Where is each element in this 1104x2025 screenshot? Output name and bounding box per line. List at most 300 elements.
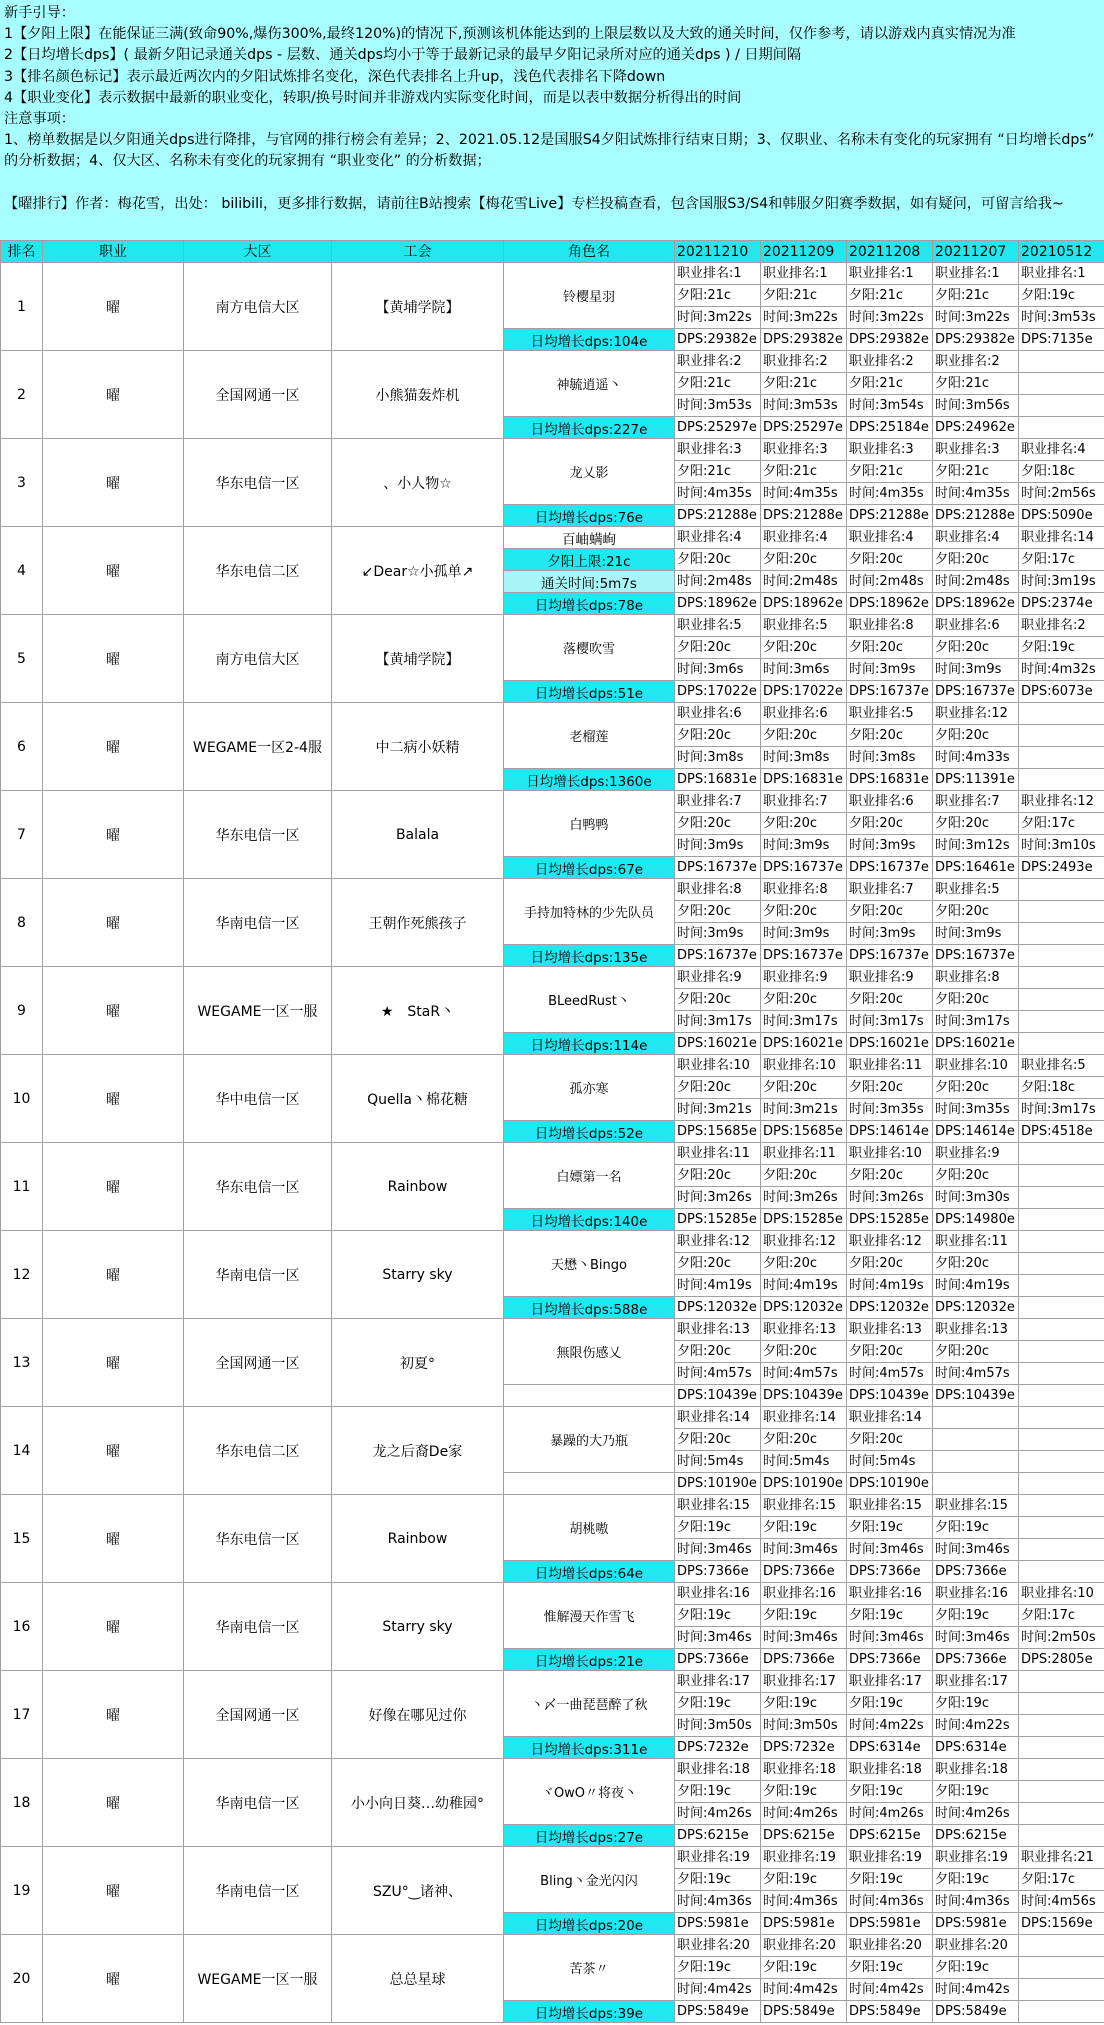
- rank-cell: 17: [1, 1671, 43, 1759]
- intro-panel: [0, 0, 1104, 240]
- date-cell: DPS:16831e: [847, 769, 933, 791]
- date-cell: 职业排名:3: [933, 439, 1019, 461]
- region-cell: WEGAME一区一服: [184, 1935, 332, 2023]
- table-row: [1, 527, 1104, 549]
- date-cell: 职业排名:5: [675, 615, 761, 637]
- job-cell: 曜: [43, 1407, 184, 1495]
- daily-dps-growth: [504, 1473, 675, 1495]
- date-cell: DPS:6215e: [847, 1825, 933, 1847]
- date-cell: 时间:3m54s: [847, 395, 933, 417]
- date-cell: 时间:4m36s: [847, 1891, 933, 1913]
- date-cell: 职业排名:11: [761, 1143, 847, 1165]
- character-name: 铃樱星羽: [504, 263, 675, 329]
- date-cell: [1019, 417, 1104, 439]
- date-cell: DPS:16737e: [761, 857, 847, 879]
- daily-dps-growth: 日均增长dps:52e: [504, 1121, 675, 1143]
- guild-cell: SZU°‿诸神、: [332, 1847, 504, 1935]
- guild-cell: 总总星球: [332, 1935, 504, 2023]
- date-cell: 时间:3m46s: [933, 1627, 1019, 1649]
- region-cell: 华南电信一区: [184, 1847, 332, 1935]
- table-row: [1, 703, 1104, 725]
- job-cell: 曜: [43, 1847, 184, 1935]
- date-cell: 夕阳:19c: [675, 1693, 761, 1715]
- date-cell: [1019, 1451, 1104, 1473]
- date-cell: 职业排名:7: [675, 791, 761, 813]
- date-cell: 夕阳:19c: [675, 1517, 761, 1539]
- date-cell: 职业排名:1: [675, 263, 761, 285]
- date-cell: DPS:21288e: [761, 505, 847, 527]
- blank-line: [4, 173, 1100, 194]
- header-row: [1, 241, 1104, 263]
- date-cell: DPS:12032e: [761, 1297, 847, 1319]
- date-cell: 职业排名:2: [847, 351, 933, 373]
- date-cell: 夕阳:20c: [933, 813, 1019, 835]
- date-cell: DPS:6215e: [933, 1825, 1019, 1847]
- date-cell: 时间:2m56s: [1019, 483, 1104, 505]
- date-cell: 时间:3m56s: [933, 395, 1019, 417]
- date-cell: [1019, 1231, 1104, 1253]
- daily-dps-growth: 日均增长dps:135e: [504, 945, 675, 967]
- region-cell: 华东电信二区: [184, 527, 332, 615]
- rank-cell: 1: [1, 263, 43, 351]
- date-cell: 时间:3m22s: [933, 307, 1019, 329]
- date-cell: 夕阳:20c: [675, 901, 761, 923]
- region-cell: 南方电信大区: [184, 615, 332, 703]
- intro-line-2: 2【日均增长dps】( 最新夕阳记录通关dps - 层数、通关dps均小于等于最新记录的最早夕阳记录所对应的通关dps ) / 日期间隔: [4, 47, 802, 64]
- date-cell: 职业排名:19: [847, 1847, 933, 1869]
- date-cell: 时间:4m56s: [1019, 1891, 1104, 1913]
- date-cell: 夕阳:19c: [847, 1605, 933, 1627]
- date-cell: 职业排名:16: [847, 1583, 933, 1605]
- date-cell: DPS:10190e: [761, 1473, 847, 1495]
- job-cell: 曜: [43, 351, 184, 439]
- date-cell: 夕阳:21c: [761, 285, 847, 307]
- date-cell: DPS:5981e: [675, 1913, 761, 1935]
- date-cell: 时间:4m42s: [933, 1979, 1019, 2001]
- date-cell: 时间:3m53s: [761, 395, 847, 417]
- date-cell: DPS:16737e: [847, 945, 933, 967]
- date-cell: 时间:5m4s: [847, 1451, 933, 1473]
- header-date: 20211210: [675, 241, 761, 263]
- character-name: 惟解漫天作雪飞: [504, 1583, 675, 1649]
- date-cell: 职业排名:18: [933, 1759, 1019, 1781]
- date-cell: DPS:15685e: [761, 1121, 847, 1143]
- date-cell: DPS:7366e: [761, 1561, 847, 1583]
- daily-dps-growth: 日均增长dps:227e: [504, 417, 675, 439]
- date-cell: 职业排名:16: [761, 1583, 847, 1605]
- date-cell: 夕阳:20c: [933, 1165, 1019, 1187]
- date-cell: 时间:5m4s: [761, 1451, 847, 1473]
- rank-cell: 14: [1, 1407, 43, 1495]
- date-cell: 夕阳:17c: [1019, 1869, 1104, 1891]
- rank-cell: 12: [1, 1231, 43, 1319]
- date-cell: 时间:2m48s: [933, 571, 1019, 593]
- date-cell: 职业排名:12: [847, 1231, 933, 1253]
- job-cell: 曜: [43, 967, 184, 1055]
- author-text: 【曜排行】作者：梅花雪，出处： bilibili，更多排行数据，请前往B站搜索【梅花雪Live】专栏投稿查看，包含国服S3/S4和韩服夕阳赛季数据，如有疑问，可留言给我~: [4, 195, 1064, 212]
- date-cell: 职业排名:12: [675, 1231, 761, 1253]
- date-cell: DPS:5849e: [761, 2001, 847, 2023]
- date-cell: [1019, 1385, 1104, 1407]
- date-cell: DPS:5981e: [847, 1913, 933, 1935]
- date-cell: 时间:4m57s: [761, 1363, 847, 1385]
- date-cell: 夕阳:20c: [847, 1253, 933, 1275]
- date-cell: DPS:7366e: [847, 1561, 933, 1583]
- date-cell: 夕阳:19c: [933, 1693, 1019, 1715]
- date-cell: 夕阳:21c: [675, 373, 761, 395]
- daily-dps-growth: [504, 1385, 675, 1407]
- date-cell: [1019, 703, 1104, 725]
- date-cell: [1019, 945, 1104, 967]
- date-cell: DPS:10439e: [847, 1385, 933, 1407]
- date-cell: 夕阳:20c: [847, 637, 933, 659]
- date-cell: 时间:4m26s: [761, 1803, 847, 1825]
- date-cell: DPS:15285e: [847, 1209, 933, 1231]
- region-cell: 全国网通一区: [184, 1671, 332, 1759]
- job-cell: 曜: [43, 1495, 184, 1583]
- date-cell: DPS:4518e: [1019, 1121, 1104, 1143]
- date-cell: DPS:24962e: [933, 417, 1019, 439]
- date-cell: 夕阳:20c: [933, 725, 1019, 747]
- date-cell: [1019, 747, 1104, 769]
- guild-cell: 小小向日葵…幼稚园°: [332, 1759, 504, 1847]
- job-cell: 曜: [43, 615, 184, 703]
- date-cell: 职业排名:9: [675, 967, 761, 989]
- date-cell: 夕阳:19c: [1019, 285, 1104, 307]
- date-cell: DPS:12032e: [675, 1297, 761, 1319]
- date-cell: [1019, 1187, 1104, 1209]
- date-cell: 职业排名:17: [847, 1671, 933, 1693]
- date-cell: DPS:5849e: [675, 2001, 761, 2023]
- date-cell: DPS:6215e: [761, 1825, 847, 1847]
- region-cell: 华南电信一区: [184, 1583, 332, 1671]
- header-job: 职业: [43, 241, 184, 263]
- character-name: 天懋丶Bingo: [504, 1231, 675, 1297]
- date-cell: 夕阳:20c: [675, 637, 761, 659]
- date-cell: 职业排名:3: [847, 439, 933, 461]
- date-cell: 职业排名:5: [1019, 1055, 1104, 1077]
- date-cell: 夕阳:20c: [675, 725, 761, 747]
- date-cell: DPS:5981e: [933, 1913, 1019, 1935]
- date-cell: 职业排名:21: [1019, 1847, 1104, 1869]
- date-cell: 夕阳:19c: [933, 1957, 1019, 1979]
- date-cell: 职业排名:16: [933, 1583, 1019, 1605]
- date-cell: [1019, 2001, 1104, 2023]
- date-cell: [1019, 1693, 1104, 1715]
- date-cell: 夕阳:20c: [675, 1253, 761, 1275]
- date-cell: 时间:4m36s: [675, 1891, 761, 1913]
- date-cell: 职业排名:11: [675, 1143, 761, 1165]
- date-cell: DPS:29382e: [933, 329, 1019, 351]
- date-cell: 职业排名:15: [675, 1495, 761, 1517]
- date-cell: 职业排名:4: [933, 527, 1019, 549]
- region-cell: 南方电信大区: [184, 263, 332, 351]
- date-cell: DPS:2805e: [1019, 1649, 1104, 1671]
- ranking-table: [0, 240, 1104, 2023]
- date-cell: [1019, 725, 1104, 747]
- date-cell: 时间:4m19s: [847, 1275, 933, 1297]
- date-cell: [1019, 989, 1104, 1011]
- date-cell: 夕阳:21c: [847, 373, 933, 395]
- guild-cell: 小熊猫轰炸机: [332, 351, 504, 439]
- date-cell: 职业排名:6: [761, 703, 847, 725]
- date-cell: DPS:7135e: [1019, 329, 1104, 351]
- guild-cell: 王朝作死熊孩子: [332, 879, 504, 967]
- date-cell: 时间:3m26s: [761, 1187, 847, 1209]
- date-cell: 时间:3m46s: [933, 1539, 1019, 1561]
- date-cell: DPS:14614e: [933, 1121, 1019, 1143]
- date-cell: [1019, 967, 1104, 989]
- rank-cell: 15: [1, 1495, 43, 1583]
- date-cell: 时间:3m22s: [675, 307, 761, 329]
- date-cell: DPS:21288e: [933, 505, 1019, 527]
- date-cell: DPS:17022e: [675, 681, 761, 703]
- date-cell: 夕阳:19c: [933, 1869, 1019, 1891]
- date-cell: 夕阳:19c: [761, 1869, 847, 1891]
- date-cell: 夕阳:21c: [761, 461, 847, 483]
- date-cell: 职业排名:14: [761, 1407, 847, 1429]
- sunset-limit: 夕阳上限:21c: [504, 549, 675, 571]
- date-cell: [1019, 1715, 1104, 1737]
- date-cell: 夕阳:20c: [847, 1077, 933, 1099]
- date-cell: DPS:16831e: [761, 769, 847, 791]
- header-region: 大区: [184, 241, 332, 263]
- date-cell: 夕阳:20c: [847, 1165, 933, 1187]
- date-cell: DPS:7366e: [847, 1649, 933, 1671]
- date-cell: 时间:4m26s: [847, 1803, 933, 1825]
- date-cell: [1019, 769, 1104, 791]
- date-cell: 职业排名:8: [675, 879, 761, 901]
- date-cell: [1019, 1539, 1104, 1561]
- date-cell: DPS:25184e: [847, 417, 933, 439]
- date-cell: 夕阳:20c: [675, 1165, 761, 1187]
- date-cell: 夕阳:21c: [933, 373, 1019, 395]
- region-cell: 华东电信一区: [184, 1143, 332, 1231]
- date-cell: 夕阳:21c: [675, 461, 761, 483]
- date-cell: [1019, 1759, 1104, 1781]
- guild-cell: Starry sky: [332, 1231, 504, 1319]
- table-row: [1, 351, 1104, 373]
- guild-cell: 【黄埔学院】: [332, 615, 504, 703]
- daily-dps-growth: 日均增长dps:51e: [504, 681, 675, 703]
- date-cell: 夕阳:20c: [933, 901, 1019, 923]
- date-cell: [1019, 879, 1104, 901]
- date-cell: DPS:6314e: [933, 1737, 1019, 1759]
- date-cell: 夕阳:19c: [933, 1517, 1019, 1539]
- date-cell: 职业排名:5: [761, 615, 847, 637]
- date-cell: [1019, 1319, 1104, 1341]
- date-cell: 夕阳:20c: [761, 813, 847, 835]
- date-cell: 职业排名:1: [761, 263, 847, 285]
- date-cell: 时间:4m19s: [675, 1275, 761, 1297]
- region-cell: 华南电信一区: [184, 879, 332, 967]
- date-cell: DPS:15285e: [675, 1209, 761, 1231]
- date-cell: 时间:3m53s: [1019, 307, 1104, 329]
- date-cell: 职业排名:13: [675, 1319, 761, 1341]
- job-cell: 曜: [43, 879, 184, 967]
- table-row: [1, 615, 1104, 637]
- guild-cell: 好像在哪见过你: [332, 1671, 504, 1759]
- date-cell: 时间:3m17s: [761, 1011, 847, 1033]
- date-cell: DPS:6215e: [675, 1825, 761, 1847]
- table-body: [1, 263, 1104, 2023]
- date-cell: 时间:4m26s: [933, 1803, 1019, 1825]
- date-cell: 职业排名:8: [847, 615, 933, 637]
- date-cell: 夕阳:21c: [847, 285, 933, 307]
- date-cell: 时间:4m26s: [675, 1803, 761, 1825]
- table-row: [1, 1231, 1104, 1253]
- date-cell: 时间:3m17s: [847, 1011, 933, 1033]
- date-cell: 职业排名:7: [847, 879, 933, 901]
- job-cell: 曜: [43, 527, 184, 615]
- date-cell: 职业排名:17: [933, 1671, 1019, 1693]
- date-cell: [1019, 395, 1104, 417]
- date-cell: 夕阳:17c: [1019, 813, 1104, 835]
- intro-line-4: 4【职业变化】表示数据中最新的职业变化，转职/换号时间并非游戏内实际变化时间，而是以表中数据分析得出的时间: [4, 89, 742, 106]
- date-cell: [1019, 1165, 1104, 1187]
- date-cell: DPS:12032e: [847, 1297, 933, 1319]
- date-cell: DPS:14980e: [933, 1209, 1019, 1231]
- date-cell: 时间:3m21s: [761, 1099, 847, 1121]
- job-cell: 曜: [43, 703, 184, 791]
- date-cell: [933, 1429, 1019, 1451]
- date-cell: DPS:6314e: [847, 1737, 933, 1759]
- date-cell: 夕阳:18c: [1019, 461, 1104, 483]
- character-name: 丶〆一曲琵琶醉了秋: [504, 1671, 675, 1737]
- intro-line-1: 1【夕阳上限】在能保证三满(致命90%,爆伤300%,最终120%)的情况下,预测该机体能达到的上限层数以及大致的通关时间，仅作参考，请以游戏内真实情况为准: [4, 26, 1016, 43]
- date-cell: 时间:3m30s: [933, 1187, 1019, 1209]
- date-cell: 夕阳:17c: [1019, 549, 1104, 571]
- date-cell: 夕阳:21c: [847, 461, 933, 483]
- rank-cell: 20: [1, 1935, 43, 2023]
- date-cell: 夕阳:19c: [675, 1957, 761, 1979]
- date-cell: 职业排名:10: [847, 1143, 933, 1165]
- date-cell: DPS:17022e: [761, 681, 847, 703]
- header-date: 20211208: [847, 241, 933, 263]
- date-cell: 职业排名:4: [847, 527, 933, 549]
- job-cell: 曜: [43, 263, 184, 351]
- date-cell: [1019, 1033, 1104, 1055]
- guild-cell: 龙之后裔De家: [332, 1407, 504, 1495]
- date-cell: 职业排名:11: [933, 1231, 1019, 1253]
- date-cell: DPS:29382e: [675, 329, 761, 351]
- date-cell: [1019, 1495, 1104, 1517]
- header-date: 20211207: [933, 241, 1019, 263]
- date-cell: 时间:4m42s: [675, 1979, 761, 2001]
- date-cell: 职业排名:14: [1019, 527, 1104, 549]
- character-name: 落樱吹雪: [504, 615, 675, 681]
- character-name: 孤亦寒: [504, 1055, 675, 1121]
- date-cell: 职业排名:13: [847, 1319, 933, 1341]
- date-cell: 职业排名:12: [1019, 791, 1104, 813]
- rank-cell: 4: [1, 527, 43, 615]
- date-cell: DPS:7366e: [933, 1649, 1019, 1671]
- ranking-table-container: [0, 240, 1104, 2023]
- header-date: 20210512: [1019, 241, 1104, 263]
- date-cell: DPS:10439e: [675, 1385, 761, 1407]
- intro-heading: 新手引导：: [4, 5, 75, 21]
- date-cell: 时间:4m19s: [933, 1275, 1019, 1297]
- rank-cell: 13: [1, 1319, 43, 1407]
- date-cell: 时间:4m19s: [761, 1275, 847, 1297]
- date-cell: 时间:3m6s: [761, 659, 847, 681]
- date-cell: [1019, 1517, 1104, 1539]
- date-cell: 夕阳:21c: [675, 285, 761, 307]
- date-cell: [1019, 923, 1104, 945]
- date-cell: [1019, 1473, 1104, 1495]
- header-name: 角色名: [504, 241, 675, 263]
- date-cell: 夕阳:20c: [847, 989, 933, 1011]
- date-cell: DPS:16021e: [847, 1033, 933, 1055]
- date-cell: 夕阳:19c: [675, 1869, 761, 1891]
- date-cell: 夕阳:20c: [675, 813, 761, 835]
- date-cell: DPS:16737e: [933, 945, 1019, 967]
- date-cell: 夕阳:19c: [933, 1781, 1019, 1803]
- date-cell: 职业排名:2: [1019, 615, 1104, 637]
- date-cell: 职业排名:1: [933, 263, 1019, 285]
- guild-cell: 【黄埔学院】: [332, 263, 504, 351]
- date-cell: 时间:2m50s: [1019, 1627, 1104, 1649]
- date-cell: 时间:2m48s: [761, 571, 847, 593]
- job-cell: 曜: [43, 439, 184, 527]
- date-cell: 时间:3m9s: [847, 923, 933, 945]
- date-cell: 职业排名:14: [847, 1407, 933, 1429]
- date-cell: 时间:3m46s: [847, 1627, 933, 1649]
- date-cell: 时间:4m42s: [761, 1979, 847, 2001]
- date-cell: 职业排名:10: [675, 1055, 761, 1077]
- date-cell: 职业排名:19: [933, 1847, 1019, 1869]
- date-cell: DPS:7232e: [761, 1737, 847, 1759]
- date-cell: 夕阳:19c: [1019, 637, 1104, 659]
- date-cell: [1019, 1363, 1104, 1385]
- date-cell: 时间:3m17s: [1019, 1099, 1104, 1121]
- date-cell: 时间:3m9s: [847, 835, 933, 857]
- header-date: 20211209: [761, 241, 847, 263]
- date-cell: 夕阳:20c: [761, 901, 847, 923]
- date-cell: 时间:3m9s: [847, 659, 933, 681]
- guild-cell: 、小人物☆: [332, 439, 504, 527]
- daily-dps-growth: 日均增长dps:104e: [504, 329, 675, 351]
- date-cell: 职业排名:19: [761, 1847, 847, 1869]
- date-cell: DPS:2374e: [1019, 593, 1104, 615]
- character-name: BLeedRust丶: [504, 967, 675, 1033]
- date-cell: DPS:7366e: [761, 1649, 847, 1671]
- date-cell: 夕阳:19c: [847, 1517, 933, 1539]
- date-cell: DPS:2493e: [1019, 857, 1104, 879]
- date-cell: DPS:11391e: [933, 769, 1019, 791]
- date-cell: DPS:10439e: [933, 1385, 1019, 1407]
- job-cell: 曜: [43, 1671, 184, 1759]
- rank-cell: 11: [1, 1143, 43, 1231]
- date-cell: 夕阳:20c: [761, 549, 847, 571]
- date-cell: 夕阳:19c: [847, 1693, 933, 1715]
- job-cell: 曜: [43, 1143, 184, 1231]
- table-row: [1, 1495, 1104, 1517]
- daily-dps-growth: 日均增长dps:114e: [504, 1033, 675, 1055]
- date-cell: 夕阳:20c: [933, 1341, 1019, 1363]
- date-cell: 职业排名:20: [847, 1935, 933, 1957]
- date-cell: 时间:3m17s: [933, 1011, 1019, 1033]
- date-cell: 职业排名:17: [761, 1671, 847, 1693]
- daily-dps-growth: 日均增长dps:67e: [504, 857, 675, 879]
- date-cell: 职业排名:4: [1019, 439, 1104, 461]
- character-name: 胡桃嗷: [504, 1495, 675, 1561]
- date-cell: DPS:18962e: [675, 593, 761, 615]
- guild-cell: Starry sky: [332, 1583, 504, 1671]
- date-cell: DPS:16021e: [933, 1033, 1019, 1055]
- date-cell: DPS:15285e: [761, 1209, 847, 1231]
- date-cell: 职业排名:6: [847, 791, 933, 813]
